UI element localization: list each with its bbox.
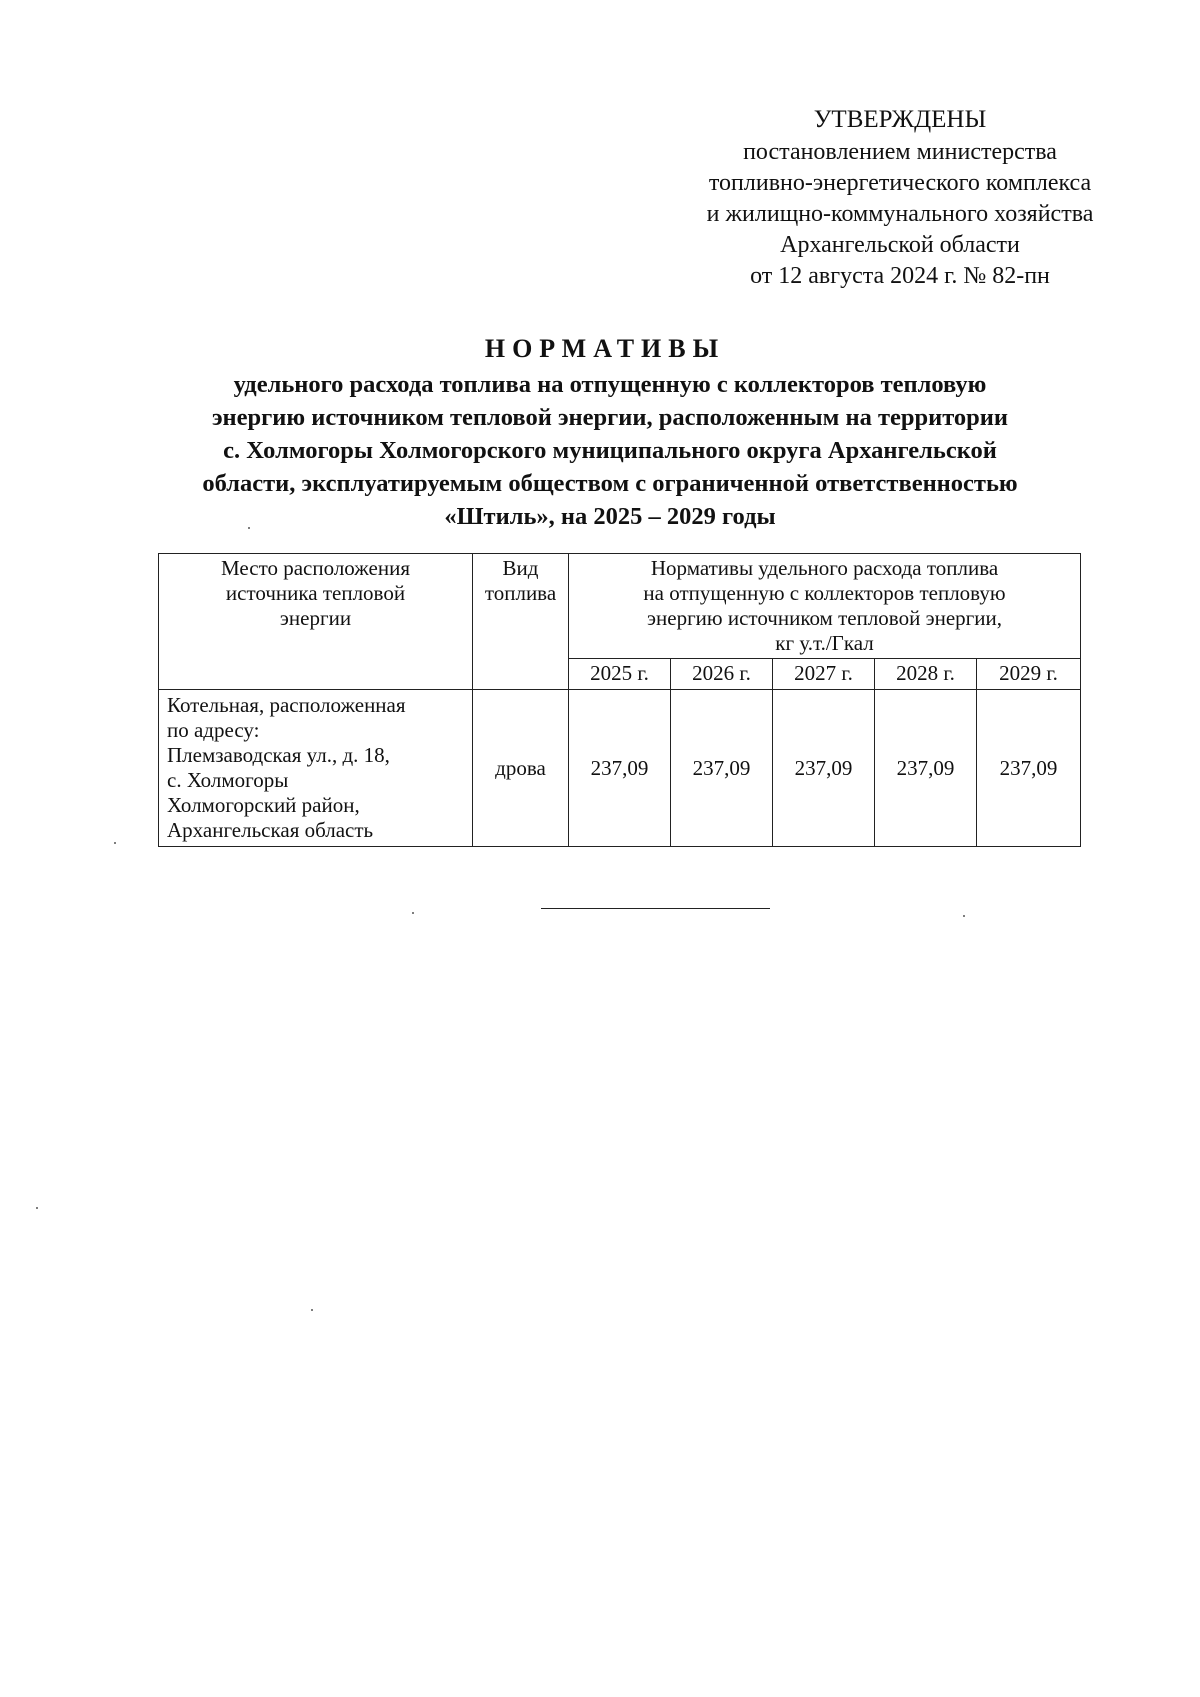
subtitle-line: «Штиль», на 2025 – 2029 годы (444, 503, 776, 530)
header-norms: Нормативы удельного расхода топлива на отпущенную с коллекторов тепловую энергию источником тепловой энергии, кг у.т./Гкал (569, 554, 1081, 659)
subtitle-line: с. Холмогоры Холмогорского муниципального округа Архангельской (223, 437, 997, 464)
cell-value: 237,09 (671, 690, 773, 847)
cell-value: 237,09 (875, 690, 977, 847)
scan-speck (963, 915, 965, 917)
document-subtitle (150, 368, 1070, 533)
header-year: 2025 г. (569, 659, 671, 690)
document-title: НОРМАТИВЫ (484, 334, 726, 363)
header-year: 2028 г. (875, 659, 977, 690)
approval-block (640, 104, 1160, 292)
table-row (159, 690, 1081, 847)
closing-rule (541, 908, 770, 909)
cell-value: 237,09 (977, 690, 1081, 847)
subtitle-line: энергию источником тепловой энергии, расположенным на территории (211, 404, 1009, 431)
table-header-row (159, 554, 1081, 659)
scan-speck (248, 527, 250, 529)
header-year: 2029 г. (977, 659, 1081, 690)
approval-title: УТВЕРЖДЕНЫ (813, 106, 987, 133)
subtitle-line: удельного расхода топлива на отпущенную с коллекторов тепловую (233, 371, 987, 398)
approval-line: от 12 августа 2024 г. № 82-пн (750, 263, 1050, 289)
header-year: 2026 г. (671, 659, 773, 690)
cell-fuel: дрова (473, 690, 569, 847)
cell-value: 237,09 (569, 690, 671, 847)
header-year: 2027 г. (773, 659, 875, 690)
scan-speck (114, 842, 116, 844)
cell-value: 237,09 (773, 690, 875, 847)
header-location: Место расположения источника тепловой энергии (159, 554, 473, 690)
cell-location: Котельная, расположенная по адресу: Племзаводская ул., д. 18, с. Холмогоры Холмогорский район, Архангельская область (159, 690, 473, 847)
approval-line: постановлением министерства (743, 139, 1057, 165)
scan-speck (36, 1207, 38, 1209)
scan-speck (412, 912, 414, 914)
norms-table (158, 553, 1081, 847)
approval-line: и жилищно-коммунального хозяйства (706, 201, 1094, 227)
approval-line: топливно-энергетического комплекса (708, 170, 1092, 196)
header-fuel-type: Вид топлива (473, 554, 569, 690)
approval-line: Архангельской области (780, 232, 1020, 258)
scan-speck (311, 1309, 313, 1311)
subtitle-line: области, эксплуатируемым обществом с ограниченной ответственностью (202, 470, 1018, 497)
